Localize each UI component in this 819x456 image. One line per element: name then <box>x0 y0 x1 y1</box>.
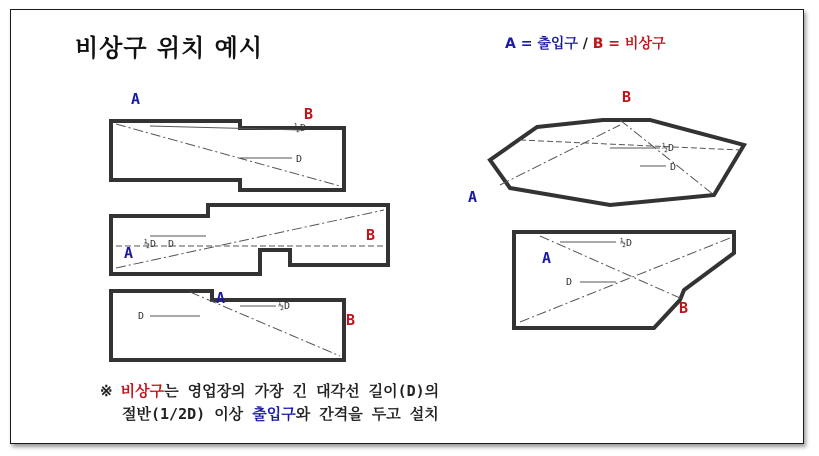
floor-plan-1 <box>111 121 344 190</box>
footnote-exit-term: 비상구 <box>120 382 165 400</box>
floor-plan-1-lines <box>116 124 340 186</box>
floor-plan-4-lines <box>500 120 740 195</box>
floor-plan-3 <box>111 291 344 360</box>
footnote-line1-text: 는 영업장의 가장 긴 대각선 길이(D)의 <box>164 382 440 400</box>
footnote-entrance-term: 출입구 <box>252 405 296 423</box>
half-d-label: ½D <box>662 143 675 154</box>
half-d-label: ½D <box>294 123 307 134</box>
d-label: D <box>168 239 175 250</box>
footnote-line2-start: 절반(1/2D) 이상 <box>122 405 253 423</box>
floor-plan-4 <box>490 120 744 205</box>
exit-label: B <box>304 105 314 123</box>
exit-label: B <box>622 88 632 106</box>
entrance-label: A <box>468 188 478 206</box>
half-d-label: ½D <box>278 301 291 312</box>
page-title: 비상구 위치 예시 <box>75 34 263 62</box>
exit-label: B <box>366 226 376 244</box>
entrance-label: A <box>131 90 141 108</box>
d-label: D <box>670 162 677 173</box>
d-label: D <box>296 154 303 165</box>
entrance-label: A <box>542 249 552 267</box>
footnote <box>100 380 439 426</box>
footnote-line2-end: 와 간격을 두고 설치 <box>295 405 439 423</box>
footnote-line-2 <box>100 403 439 426</box>
entrance-label: A <box>124 244 134 262</box>
exit-label: B <box>679 299 689 317</box>
reference-mark: ※ <box>100 382 113 400</box>
legend-exit: B = 비상구 <box>592 36 666 52</box>
legend-entrance: A = 출입구 <box>505 36 578 52</box>
half-d-label: ½D <box>620 238 633 249</box>
floor-plan-2-lines <box>116 210 384 268</box>
entrance-label: A <box>216 289 226 307</box>
exit-label: B <box>346 311 356 329</box>
d-label: D <box>566 277 573 288</box>
footnote-line-1 <box>100 380 439 403</box>
legend-separator: / <box>577 36 593 52</box>
half-d-label: ½D <box>144 239 157 250</box>
d-label: D <box>138 311 145 322</box>
